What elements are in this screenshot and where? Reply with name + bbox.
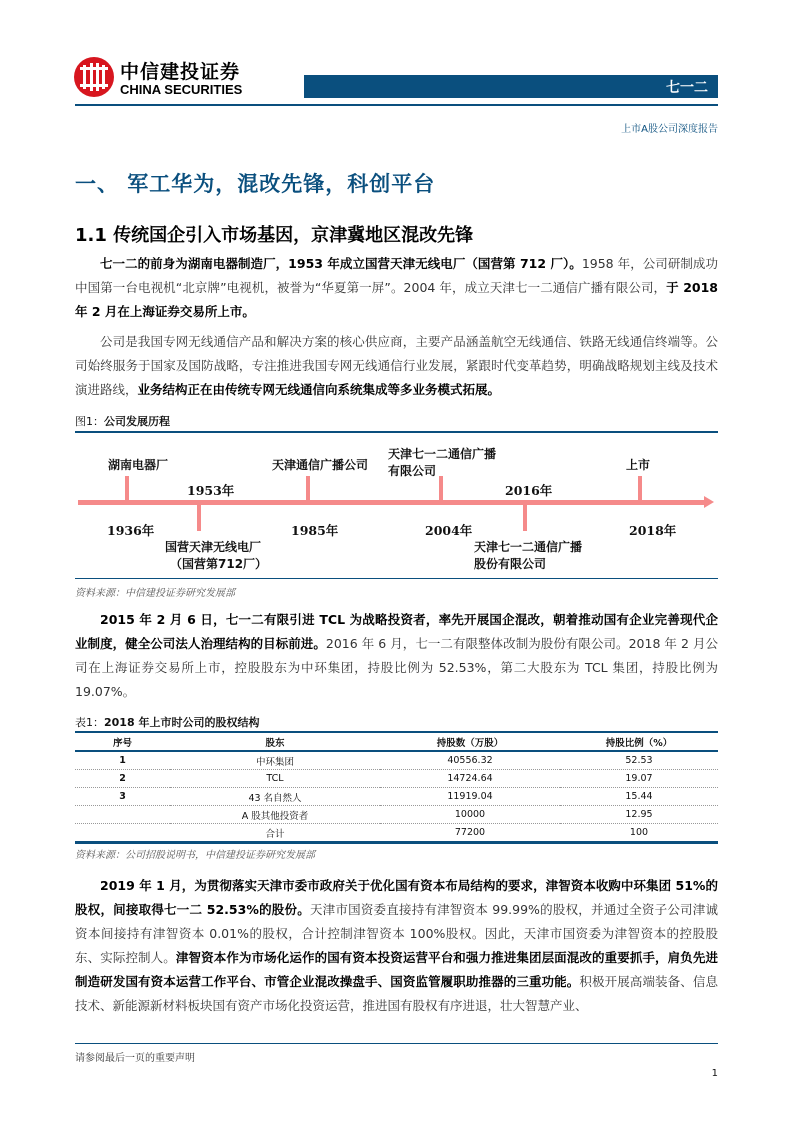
disclaimer-note: 请参阅最后一页的重要声明 bbox=[75, 1053, 195, 1064]
timeline-year: 2004年 bbox=[425, 523, 473, 538]
cell-shareholder: 合计 bbox=[170, 824, 380, 843]
table-source: 资料来源：公司招股说明书，中信建投证券研究发展部 bbox=[75, 850, 315, 861]
timeline-event-label: （国营第712厂） bbox=[170, 557, 268, 571]
figure-top-rule bbox=[75, 431, 718, 433]
cell-ratio: 15.44 bbox=[560, 788, 718, 806]
cell-shares: 11919.04 bbox=[380, 788, 560, 806]
cell-shares: 14724.64 bbox=[380, 770, 560, 788]
column-header: 序号 bbox=[75, 732, 170, 751]
subsection-heading: 1.1 传统国企引入市场基因，京津冀地区混改先锋 bbox=[75, 225, 474, 246]
timeline-event-label: 股份有限公司 bbox=[474, 557, 547, 571]
paragraph-bold: 业务结构正在由传统专网无线通信向系统集成等多业务模式拓展。 bbox=[137, 382, 501, 397]
cell-index bbox=[75, 824, 170, 843]
timeline-event-label: 天津七一二通信广播 bbox=[474, 540, 583, 554]
column-header: 股东 bbox=[170, 732, 380, 751]
paragraph-bold: 七一二的前身为湖南电器制造厂，1953 年成立国营天津无线电厂（国营第 712 厂）。 bbox=[100, 256, 582, 271]
paragraph-text: 积极开展高端装备、信息技术、新能源新材料板块国有资产市场化投资运营，推进国有股权有序进退，壮大智慧产业、 bbox=[75, 974, 718, 1013]
brand-logo bbox=[74, 57, 254, 101]
paragraph-control bbox=[75, 874, 718, 1018]
table-row bbox=[75, 770, 718, 788]
paragraph-bold: 于 2018 年 2 月在上海证券交易所上市。 bbox=[75, 280, 718, 319]
company-name: 七一二 bbox=[666, 80, 708, 96]
cell-ratio: 52.53 bbox=[560, 751, 718, 770]
cell-shares: 10000 bbox=[380, 806, 560, 824]
table-caption: 表1：2018 年上市时公司的股权结构 bbox=[75, 716, 260, 729]
figure-caption: 图1：公司发展历程 bbox=[75, 415, 170, 428]
timeline-tick bbox=[638, 476, 642, 503]
figure-bottom-rule bbox=[75, 578, 718, 579]
header-divider bbox=[75, 104, 718, 106]
timeline-tick bbox=[306, 476, 310, 503]
paragraph-business bbox=[75, 330, 718, 402]
timeline-event-label: 湖南电器厂 bbox=[108, 458, 169, 472]
timeline-event-label: 天津通信广播公司 bbox=[272, 458, 369, 472]
table-total-row bbox=[75, 824, 718, 843]
page-number: 1 bbox=[711, 1068, 718, 1079]
timeline-event-label: 天津七一二通信广播有限公司 bbox=[388, 447, 497, 478]
timeline-tick bbox=[125, 476, 129, 503]
timeline-axis bbox=[78, 500, 706, 505]
cell-ratio: 12.95 bbox=[560, 806, 718, 824]
cell-ratio: 100 bbox=[560, 824, 718, 843]
paragraph-text: 1958 年，公司研制成功中国第一台电视机“北京牌”电视机，被誉为“华夏第一屏”。2004 年，成立天津七一二通信广播有限公司， bbox=[75, 256, 718, 295]
table-header-row bbox=[75, 732, 718, 751]
timeline-year: 1936年 bbox=[107, 523, 155, 538]
report-type: 上市A股公司深度报告 bbox=[621, 124, 718, 135]
paragraph-bold: 津智资本作为市场化运作的国有资本投资运营平台和强力推进集团层面混改的重要抓手，肩负先进制造研发国有资本运营工作平台、市管企业混改操盘手、国资监管履职助推器的三重功能。 bbox=[75, 950, 718, 989]
cell-shareholder: A 股其他投资者 bbox=[170, 806, 380, 824]
cell-index: 1 bbox=[75, 751, 170, 770]
paragraph-text: 2016 年 6 月，七一二有限整体改制为股份有限公司。2018 年 2 月公司在上海证券交易所上市，控股股东为中环集团，持股比例为 52.53%，第二大股东为 TCL 集团，持股比例为 19.07%。 bbox=[75, 636, 718, 699]
cell-index bbox=[75, 806, 170, 824]
paragraph-bold: 2019 年 1 月，为贯彻落实天津市委市政府关于优化国有资本布局结构的要求，津智资本收购中环集团 51%的股权，间接取得七一二 52.53%的股份。 bbox=[75, 878, 718, 917]
cell-shares: 40556.32 bbox=[380, 751, 560, 770]
company-header-band bbox=[304, 75, 718, 98]
timeline-tick bbox=[523, 505, 527, 531]
cell-shareholder: 43 名自然人 bbox=[170, 788, 380, 806]
timeline-event-label: 国营天津无线电厂 bbox=[165, 540, 262, 554]
timeline-year: 2018年 bbox=[629, 523, 677, 538]
paragraph-text: 公司是我国专网无线通信产品和解决方案的核心供应商，主要产品涵盖航空无线通信、铁路无线通信终端等。公司始终服务于国家及国防战略，专注推进我国专网无线通信行业发展，紧跟时代变革趋势，明确战略规划主线及技术演进路线， bbox=[75, 334, 718, 397]
figure-source: 资料来源：中信建投证券研究发展部 bbox=[75, 588, 235, 599]
cell-index: 3 bbox=[75, 788, 170, 806]
column-header: 持股比例（%） bbox=[560, 732, 718, 751]
paragraph-history bbox=[75, 252, 718, 324]
equity-structure-table bbox=[75, 731, 718, 844]
timeline-year: 2016年 bbox=[505, 483, 553, 498]
paragraph-mixed-reform bbox=[75, 608, 718, 704]
footer-divider bbox=[75, 1043, 718, 1044]
cell-shareholder: 中环集团 bbox=[170, 751, 380, 770]
table-row bbox=[75, 751, 718, 770]
column-header: 持股数（万股） bbox=[380, 732, 560, 751]
timeline-year: 1953年 bbox=[187, 483, 235, 498]
cell-shares: 77200 bbox=[380, 824, 560, 843]
logo-text-cn: 中信建投证券 bbox=[120, 61, 241, 83]
cell-ratio: 19.07 bbox=[560, 770, 718, 788]
timeline-arrow-icon bbox=[704, 496, 714, 508]
timeline-tick bbox=[439, 476, 443, 503]
section-heading: 一、 军工华为，混改先锋，科创平台 bbox=[75, 172, 436, 196]
cell-index: 2 bbox=[75, 770, 170, 788]
timeline-tick bbox=[197, 505, 201, 531]
logo-text-en: CHINA SECURITIES bbox=[120, 82, 243, 97]
paragraph-text: 天津市国资委直接持有津智资本 99.99%的股权，并通过全资子公司津诚资本间接持有津智资本 0.01%的股权，合计控制津智资本 100%股权。因此，天津市国资委为津智资本的控股股东、实际控制人。 bbox=[75, 902, 718, 965]
table-row bbox=[75, 788, 718, 806]
cell-shareholder: TCL bbox=[170, 770, 380, 788]
timeline-year: 1985年 bbox=[291, 523, 339, 538]
paragraph-bold: 2015 年 2 月 6 日，七一二有限引进 TCL 为战略投资者，率先开展国企混改，朝着推动国有企业完善现代企业制度，健全公司法人治理结构的目标前进。 bbox=[75, 612, 718, 651]
timeline-event-label: 上市 bbox=[626, 458, 651, 472]
citic-logo-icon bbox=[74, 57, 114, 97]
table-row bbox=[75, 806, 718, 824]
